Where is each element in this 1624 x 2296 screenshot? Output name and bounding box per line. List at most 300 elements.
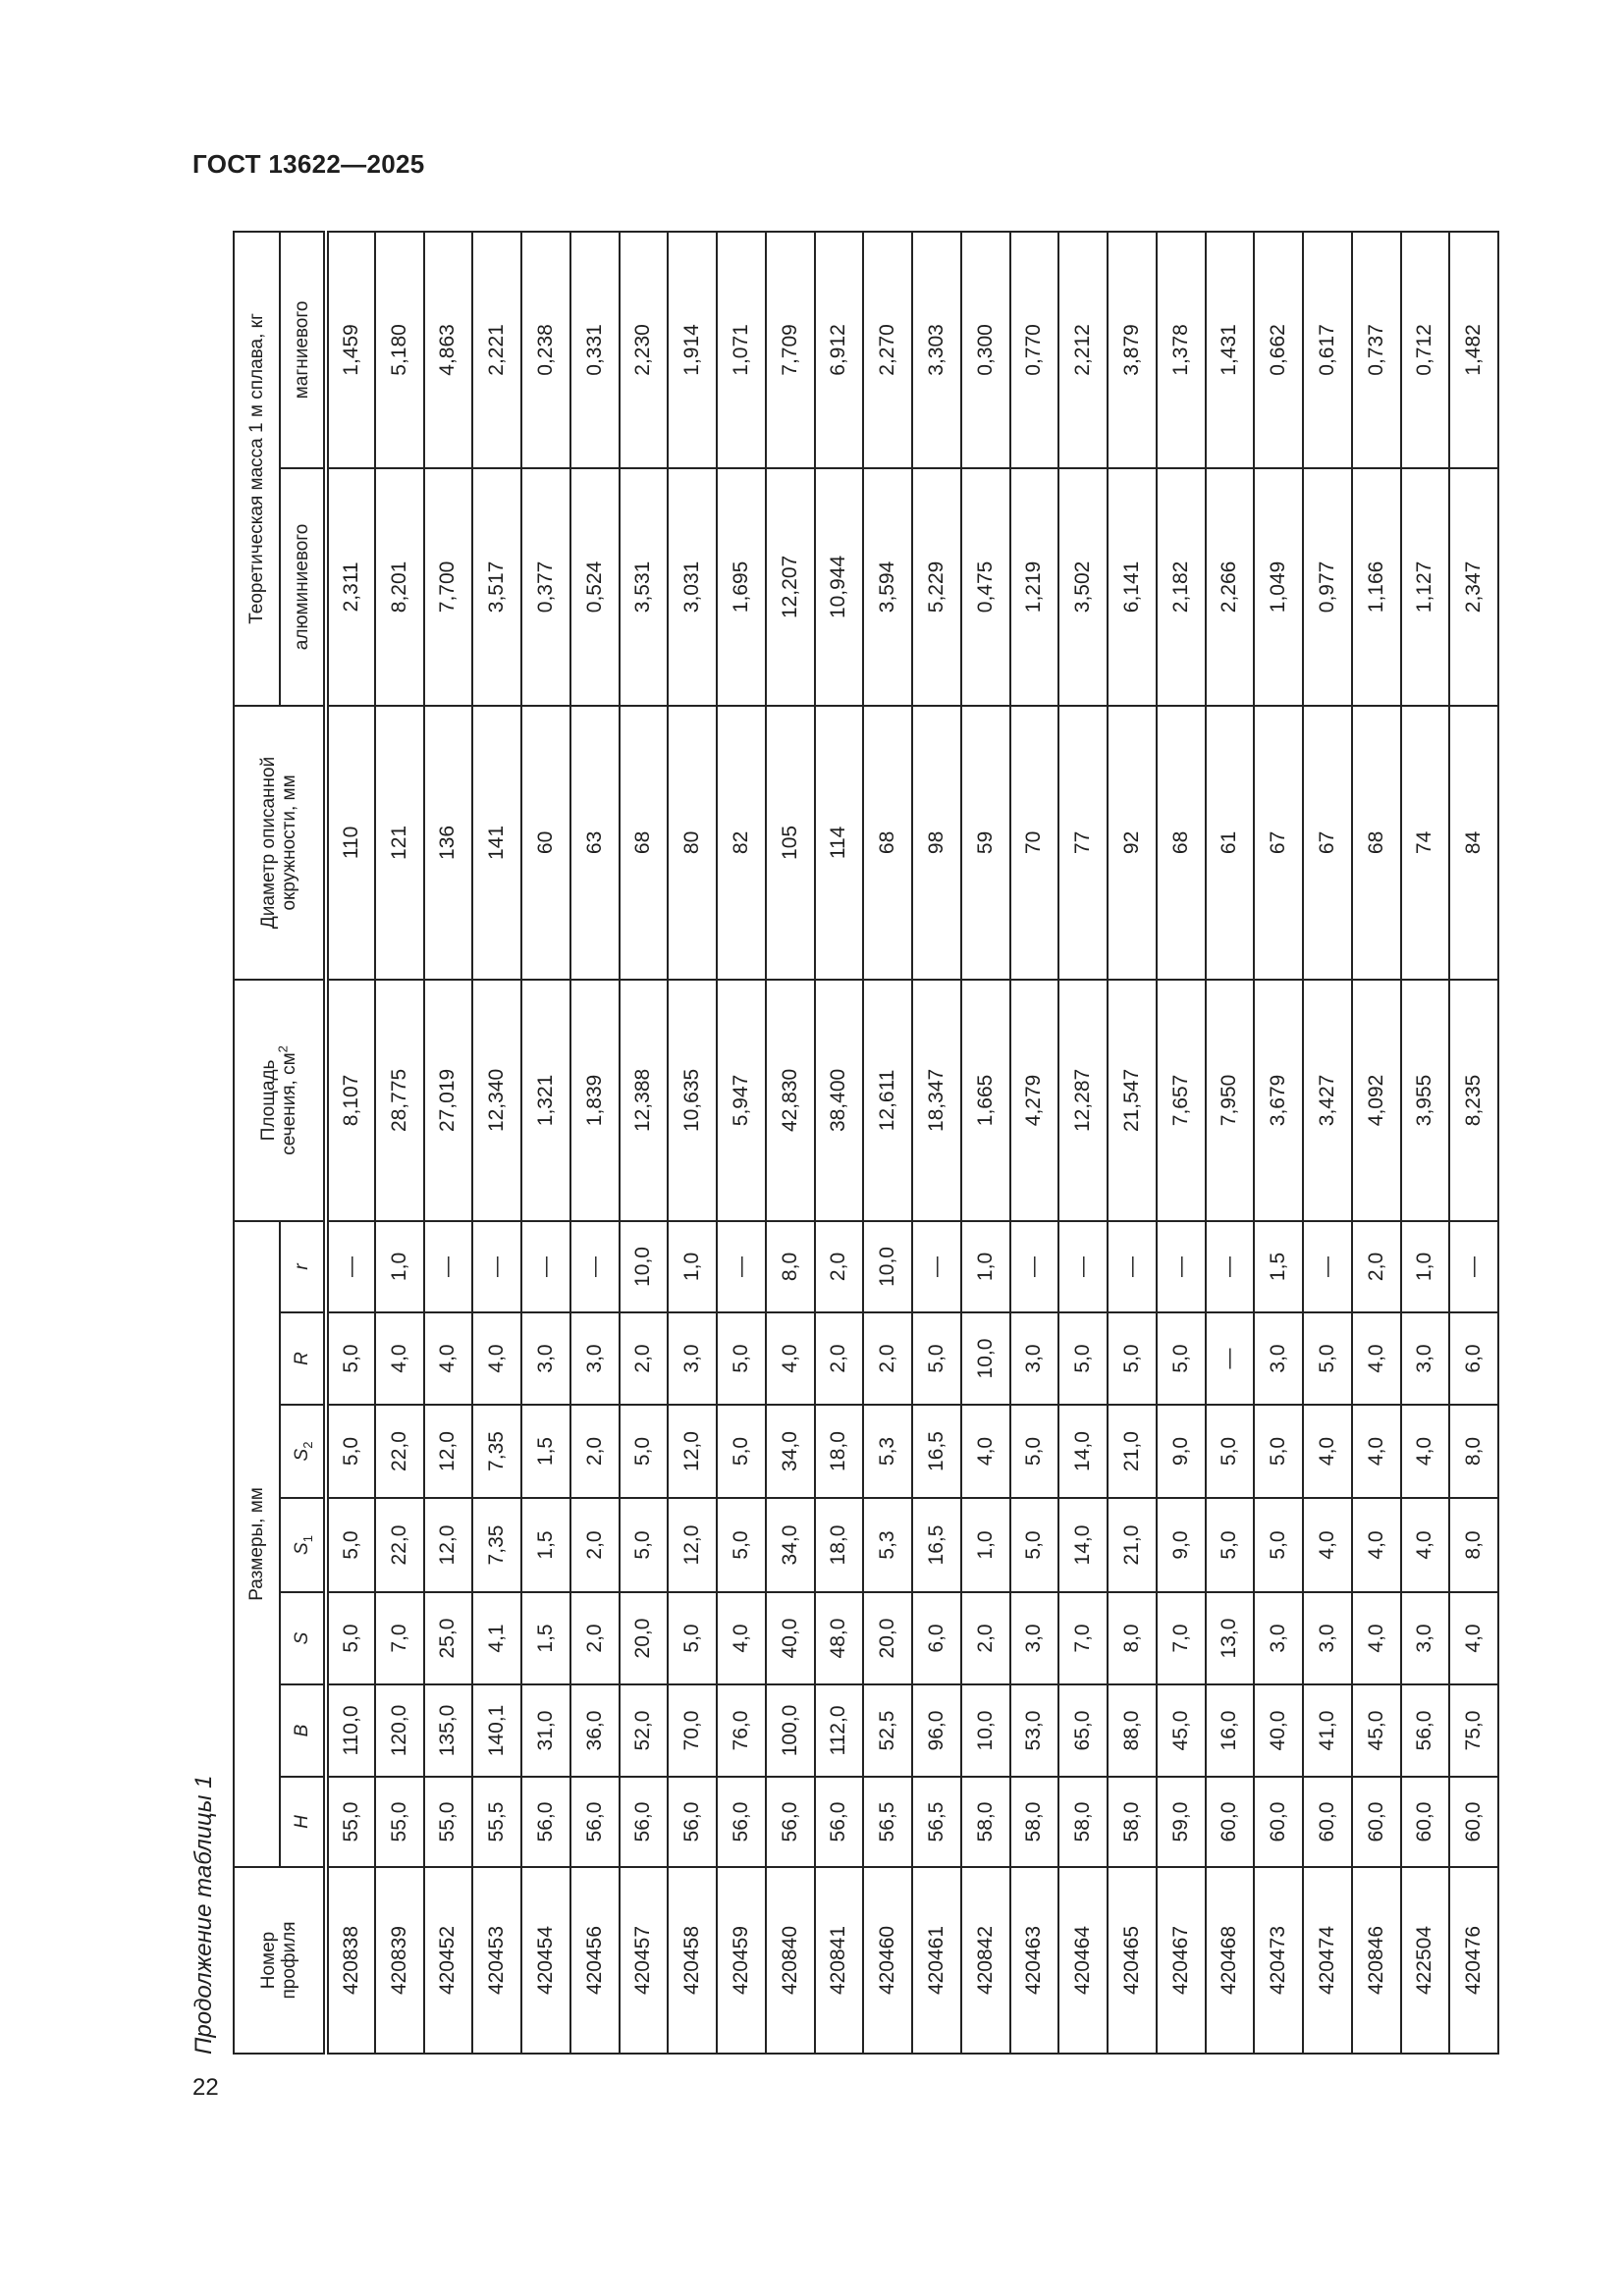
table-row: [1010, 232, 1059, 2054]
cell-h: 58,0: [1010, 1777, 1059, 1867]
cell-profile-number: 420458: [668, 1867, 717, 2054]
header-diameter: Диаметр описанной окружности, мм: [234, 706, 326, 980]
cell-small-r: —: [521, 1221, 570, 1312]
cell-area: 27,019: [424, 980, 473, 1221]
cell-s: 25,0: [424, 1592, 473, 1684]
cell-small-r: 2,0: [815, 1221, 864, 1312]
cell-s1: 8,0: [1449, 1498, 1498, 1592]
cell-s2: 5,0: [1206, 1405, 1255, 1498]
cell-small-r: —: [472, 1221, 521, 1312]
cell-mass-magnesium: 0,300: [961, 232, 1010, 468]
cell-diameter: 59: [961, 706, 1010, 980]
cell-diameter: 114: [815, 706, 864, 980]
cell-profile-number: 420457: [620, 1867, 669, 2054]
cell-s2: 14,0: [1058, 1405, 1108, 1498]
cell-mass-aluminum: 6,141: [1108, 468, 1157, 706]
cell-s1: 9,0: [1157, 1498, 1206, 1592]
table-row: [472, 232, 521, 2054]
cell-profile-number: 420464: [1058, 1867, 1108, 2054]
cell-s1: 4,0: [1303, 1498, 1352, 1592]
cell-mass-magnesium: 2,230: [620, 232, 669, 468]
cell-area: 4,279: [1010, 980, 1059, 1221]
header-profile-number: Номер профиля: [234, 1867, 326, 2054]
cell-s1: 22,0: [375, 1498, 424, 1592]
header-big-r: R: [280, 1312, 326, 1405]
cell-small-r: —: [1108, 1221, 1157, 1312]
cell-s2: 5,3: [863, 1405, 912, 1498]
cell-diameter: 68: [863, 706, 912, 980]
cell-s1: 34,0: [766, 1498, 815, 1592]
cell-mass-aluminum: 12,207: [766, 468, 815, 706]
cell-b: 76,0: [717, 1684, 766, 1777]
cell-small-r: —: [1058, 1221, 1108, 1312]
cell-s: 2,0: [961, 1592, 1010, 1684]
cell-mass-magnesium: 5,180: [375, 232, 424, 468]
cell-s: 20,0: [620, 1592, 669, 1684]
cell-area: 28,775: [375, 980, 424, 1221]
cell-small-r: —: [1303, 1221, 1352, 1312]
cell-s2: 12,0: [424, 1405, 473, 1498]
cell-diameter: 70: [1010, 706, 1059, 980]
cell-diameter: 110: [326, 706, 375, 980]
cell-s: 1,5: [521, 1592, 570, 1684]
cell-s: 4,1: [472, 1592, 521, 1684]
table-row: [815, 232, 864, 2054]
cell-s: 13,0: [1206, 1592, 1255, 1684]
cell-small-r: —: [1206, 1221, 1255, 1312]
cell-area: 42,830: [766, 980, 815, 1221]
cell-big-r: 3,0: [668, 1312, 717, 1405]
cell-mass-magnesium: 0,238: [521, 232, 570, 468]
cell-area: 8,235: [1449, 980, 1498, 1221]
cell-mass-aluminum: 2,182: [1157, 468, 1206, 706]
cell-big-r: 6,0: [1449, 1312, 1498, 1405]
cell-small-r: 1,0: [1401, 1221, 1450, 1312]
table-row: [1449, 232, 1498, 2054]
cell-profile-number: 420467: [1157, 1867, 1206, 2054]
cell-s1: 12,0: [424, 1498, 473, 1592]
table-row: [570, 232, 620, 2054]
cell-small-r: 1,0: [668, 1221, 717, 1312]
cell-mass-aluminum: 3,031: [668, 468, 717, 706]
cell-s: 7,0: [1157, 1592, 1206, 1684]
cell-s2: 4,0: [1303, 1405, 1352, 1498]
header-area-label: Площадь сечения, см: [258, 1052, 299, 1155]
table-row: [1254, 232, 1303, 2054]
cell-small-r: —: [326, 1221, 375, 1312]
cell-mass-magnesium: 1,459: [326, 232, 375, 468]
cell-mass-magnesium: 0,331: [570, 232, 620, 468]
cell-diameter: 141: [472, 706, 521, 980]
cell-mass-aluminum: 1,219: [1010, 468, 1059, 706]
cell-small-r: 10,0: [620, 1221, 669, 1312]
cell-mass-aluminum: 2,347: [1449, 468, 1498, 706]
cell-mass-aluminum: 10,944: [815, 468, 864, 706]
cell-diameter: 74: [1401, 706, 1450, 980]
cell-s1: 5,0: [1206, 1498, 1255, 1592]
cell-h: 60,0: [1401, 1777, 1450, 1867]
profiles-table: [233, 231, 1499, 2055]
cell-h: 58,0: [1108, 1777, 1157, 1867]
cell-profile-number: 420460: [863, 1867, 912, 2054]
cell-mass-magnesium: 3,303: [912, 232, 961, 468]
cell-s2: 12,0: [668, 1405, 717, 1498]
cell-big-r: 4,0: [424, 1312, 473, 1405]
cell-s2: 5,0: [1010, 1405, 1059, 1498]
cell-diameter: 82: [717, 706, 766, 980]
cell-s1: 2,0: [570, 1498, 620, 1592]
cell-h: 56,0: [620, 1777, 669, 1867]
cell-s: 7,0: [375, 1592, 424, 1684]
cell-s: 4,0: [717, 1592, 766, 1684]
cell-mass-aluminum: 3,517: [472, 468, 521, 706]
cell-profile-number: 420463: [1010, 1867, 1059, 2054]
cell-h: 56,0: [668, 1777, 717, 1867]
cell-b: 45,0: [1157, 1684, 1206, 1777]
cell-s2: 7,35: [472, 1405, 521, 1498]
cell-mass-magnesium: 0,662: [1254, 232, 1303, 468]
table-row: [375, 232, 424, 2054]
cell-s: 20,0: [863, 1592, 912, 1684]
cell-big-r: 3,0: [1401, 1312, 1450, 1405]
cell-s2: 1,5: [521, 1405, 570, 1498]
cell-profile-number: 420838: [326, 1867, 375, 2054]
table-row: [961, 232, 1010, 2054]
cell-h: 56,0: [521, 1777, 570, 1867]
cell-h: 56,0: [766, 1777, 815, 1867]
cell-profile-number: 420456: [570, 1867, 620, 2054]
cell-b: 45,0: [1352, 1684, 1401, 1777]
header-s: S: [280, 1592, 326, 1684]
table-row: [766, 232, 815, 2054]
cell-diameter: 67: [1303, 706, 1352, 980]
cell-b: 75,0: [1449, 1684, 1498, 1777]
table-row: [1108, 232, 1157, 2054]
cell-small-r: 2,0: [1352, 1221, 1401, 1312]
cell-small-r: —: [1449, 1221, 1498, 1312]
table-row: [1352, 232, 1401, 2054]
cell-mass-magnesium: 7,709: [766, 232, 815, 468]
cell-area: 38,400: [815, 980, 864, 1221]
cell-s1: 18,0: [815, 1498, 864, 1592]
cell-diameter: 80: [668, 706, 717, 980]
table-row: [326, 232, 375, 2054]
cell-s2: 18,0: [815, 1405, 864, 1498]
table-row: [1303, 232, 1352, 2054]
cell-area: 1,839: [570, 980, 620, 1221]
cell-small-r: —: [717, 1221, 766, 1312]
cell-b: 16,0: [1206, 1684, 1255, 1777]
cell-profile-number: 420468: [1206, 1867, 1255, 2054]
cell-mass-magnesium: 2,212: [1058, 232, 1108, 468]
cell-s: 4,0: [1449, 1592, 1498, 1684]
cell-s1: 12,0: [668, 1498, 717, 1592]
cell-s: 2,0: [570, 1592, 620, 1684]
cell-mass-aluminum: 2,266: [1206, 468, 1255, 706]
cell-h: 55,5: [472, 1777, 521, 1867]
table-row: [717, 232, 766, 2054]
cell-h: 56,0: [570, 1777, 620, 1867]
cell-small-r: —: [1010, 1221, 1059, 1312]
cell-big-r: 3,0: [521, 1312, 570, 1405]
table-header: [234, 232, 326, 2054]
header-area: [234, 980, 326, 1221]
cell-diameter: 63: [570, 706, 620, 980]
cell-b: 65,0: [1058, 1684, 1108, 1777]
cell-profile-number: 420473: [1254, 1867, 1303, 2054]
header-s2-label: S: [292, 1448, 312, 1462]
table-row: [620, 232, 669, 2054]
cell-b: 40,0: [1254, 1684, 1303, 1777]
table-row: [1058, 232, 1108, 2054]
cell-big-r: 4,0: [472, 1312, 521, 1405]
cell-h: 58,0: [961, 1777, 1010, 1867]
cell-big-r: 5,0: [1157, 1312, 1206, 1405]
cell-b: 112,0: [815, 1684, 864, 1777]
cell-big-r: 5,0: [912, 1312, 961, 1405]
header-s2: [280, 1405, 326, 1498]
cell-big-r: 5,0: [1303, 1312, 1352, 1405]
cell-b: 56,0: [1401, 1684, 1450, 1777]
cell-h: 60,0: [1449, 1777, 1498, 1867]
cell-area: 5,947: [717, 980, 766, 1221]
cell-mass-magnesium: 2,270: [863, 232, 912, 468]
cell-s1: 5,0: [1010, 1498, 1059, 1592]
cell-profile-number: 420840: [766, 1867, 815, 2054]
cell-diameter: 105: [766, 706, 815, 980]
cell-area: 12,388: [620, 980, 669, 1221]
cell-s2: 9,0: [1157, 1405, 1206, 1498]
cell-mass-magnesium: 0,770: [1010, 232, 1059, 468]
cell-mass-aluminum: 1,166: [1352, 468, 1401, 706]
cell-profile-number: 420454: [521, 1867, 570, 2054]
table-row: [521, 232, 570, 2054]
cell-mass-magnesium: 3,879: [1108, 232, 1157, 468]
header-s2-sub: 2: [299, 1441, 315, 1449]
header-magnesium: магниевого: [280, 232, 326, 468]
cell-s: 40,0: [766, 1592, 815, 1684]
table-row: [424, 232, 473, 2054]
cell-h: 60,0: [1206, 1777, 1255, 1867]
cell-small-r: —: [424, 1221, 473, 1312]
cell-small-r: 8,0: [766, 1221, 815, 1312]
cell-big-r: 2,0: [620, 1312, 669, 1405]
cell-s1: 4,0: [1401, 1498, 1450, 1592]
cell-diameter: 121: [375, 706, 424, 980]
cell-s2: 8,0: [1449, 1405, 1498, 1498]
cell-h: 55,0: [375, 1777, 424, 1867]
cell-h: 55,0: [424, 1777, 473, 1867]
cell-b: 52,0: [620, 1684, 669, 1777]
cell-mass-aluminum: 1,127: [1401, 468, 1450, 706]
cell-mass-magnesium: 0,737: [1352, 232, 1401, 468]
cell-s1: 5,0: [717, 1498, 766, 1592]
cell-big-r: 5,0: [1058, 1312, 1108, 1405]
cell-s: 7,0: [1058, 1592, 1108, 1684]
cell-area: 1,321: [521, 980, 570, 1221]
cell-b: 88,0: [1108, 1684, 1157, 1777]
cell-mass-magnesium: 1,482: [1449, 232, 1498, 468]
cell-area: 4,092: [1352, 980, 1401, 1221]
cell-h: 56,0: [815, 1777, 864, 1867]
cell-big-r: 4,0: [1352, 1312, 1401, 1405]
cell-s: 5,0: [668, 1592, 717, 1684]
cell-b: 120,0: [375, 1684, 424, 1777]
header-h: H: [280, 1777, 326, 1867]
cell-mass-magnesium: 2,221: [472, 232, 521, 468]
header-area-sup: 2: [275, 1045, 291, 1053]
cell-s: 48,0: [815, 1592, 864, 1684]
cell-s1: 5,0: [620, 1498, 669, 1592]
cell-s2: 22,0: [375, 1405, 424, 1498]
cell-area: 12,340: [472, 980, 521, 1221]
cell-area: 21,547: [1108, 980, 1157, 1221]
cell-mass-magnesium: 1,914: [668, 232, 717, 468]
cell-b: 96,0: [912, 1684, 961, 1777]
cell-s1: 14,0: [1058, 1498, 1108, 1592]
cell-mass-aluminum: 3,594: [863, 468, 912, 706]
cell-profile-number: 420465: [1108, 1867, 1157, 2054]
cell-s2: 4,0: [1352, 1405, 1401, 1498]
header-s1-sub: 1: [299, 1535, 315, 1543]
cell-s2: 16,5: [912, 1405, 961, 1498]
cell-h: 56,5: [912, 1777, 961, 1867]
header-s1-label: S: [292, 1542, 312, 1555]
table-container: [233, 233, 1499, 2055]
header-small-r: r: [280, 1221, 326, 1312]
cell-diameter: 77: [1058, 706, 1108, 980]
cell-profile-number: 420452: [424, 1867, 473, 2054]
cell-area: 1,665: [961, 980, 1010, 1221]
cell-mass-aluminum: 3,502: [1058, 468, 1108, 706]
cell-profile-number: 420841: [815, 1867, 864, 2054]
table-body: [326, 232, 1498, 2054]
header-mass-group: Теоретическая масса 1 м сплава, кг: [234, 232, 280, 706]
cell-profile-number: 420839: [375, 1867, 424, 2054]
table-row: [863, 232, 912, 2054]
cell-big-r: 4,0: [375, 1312, 424, 1405]
cell-small-r: 1,5: [1254, 1221, 1303, 1312]
cell-big-r: 5,0: [326, 1312, 375, 1405]
header-dimensions-group: Размеры, мм: [234, 1221, 280, 1867]
cell-area: 3,679: [1254, 980, 1303, 1221]
cell-diameter: 60: [521, 706, 570, 980]
cell-mass-aluminum: 7,700: [424, 468, 473, 706]
cell-s2: 5,0: [620, 1405, 669, 1498]
cell-small-r: —: [912, 1221, 961, 1312]
cell-h: 60,0: [1254, 1777, 1303, 1867]
cell-s2: 2,0: [570, 1405, 620, 1498]
cell-h: 56,0: [717, 1777, 766, 1867]
cell-s: 3,0: [1010, 1592, 1059, 1684]
cell-b: 140,1: [472, 1684, 521, 1777]
cell-area: 3,955: [1401, 980, 1450, 1221]
cell-profile-number: 420842: [961, 1867, 1010, 2054]
cell-s2: 21,0: [1108, 1405, 1157, 1498]
cell-h: 60,0: [1303, 1777, 1352, 1867]
cell-s2: 5,0: [717, 1405, 766, 1498]
cell-mass-aluminum: 5,229: [912, 468, 961, 706]
cell-big-r: 5,0: [1108, 1312, 1157, 1405]
cell-profile-number: 420461: [912, 1867, 961, 2054]
cell-big-r: 4,0: [766, 1312, 815, 1405]
cell-s: 8,0: [1108, 1592, 1157, 1684]
page-number: 22: [192, 2074, 219, 2101]
cell-area: 18,347: [912, 980, 961, 1221]
cell-mass-aluminum: 1,049: [1254, 468, 1303, 706]
cell-h: 59,0: [1157, 1777, 1206, 1867]
table-caption: Продолжение таблицы 1: [190, 1775, 217, 2055]
cell-mass-aluminum: 8,201: [375, 468, 424, 706]
cell-mass-aluminum: 0,977: [1303, 468, 1352, 706]
cell-mass-magnesium: 0,712: [1401, 232, 1450, 468]
cell-b: 135,0: [424, 1684, 473, 1777]
cell-small-r: —: [1157, 1221, 1206, 1312]
table-row: [668, 232, 717, 2054]
cell-s1: 21,0: [1108, 1498, 1157, 1592]
table-row: [1157, 232, 1206, 2054]
cell-mass-aluminum: 0,377: [521, 468, 570, 706]
cell-s1: 5,0: [326, 1498, 375, 1592]
cell-b: 41,0: [1303, 1684, 1352, 1777]
cell-big-r: 3,0: [570, 1312, 620, 1405]
cell-mass-magnesium: 0,617: [1303, 232, 1352, 468]
cell-area: 10,635: [668, 980, 717, 1221]
cell-profile-number: 420846: [1352, 1867, 1401, 2054]
cell-diameter: 68: [1157, 706, 1206, 980]
cell-small-r: —: [570, 1221, 620, 1312]
table-row: [912, 232, 961, 2054]
cell-mass-aluminum: 1,695: [717, 468, 766, 706]
cell-mass-aluminum: 3,531: [620, 468, 669, 706]
cell-s2: 5,0: [326, 1405, 375, 1498]
cell-diameter: 136: [424, 706, 473, 980]
cell-b: 10,0: [961, 1684, 1010, 1777]
cell-mass-magnesium: 4,863: [424, 232, 473, 468]
cell-small-r: 10,0: [863, 1221, 912, 1312]
cell-area: 12,611: [863, 980, 912, 1221]
cell-mass-aluminum: 0,475: [961, 468, 1010, 706]
cell-big-r: 10,0: [961, 1312, 1010, 1405]
cell-area: 7,950: [1206, 980, 1255, 1221]
cell-s: 3,0: [1254, 1592, 1303, 1684]
cell-diameter: 84: [1449, 706, 1498, 980]
cell-s2: 4,0: [1401, 1405, 1450, 1498]
cell-small-r: 1,0: [961, 1221, 1010, 1312]
cell-s1: 7,35: [472, 1498, 521, 1592]
cell-s: 5,0: [326, 1592, 375, 1684]
cell-profile-number: 420459: [717, 1867, 766, 2054]
cell-s: 3,0: [1303, 1592, 1352, 1684]
cell-s1: 4,0: [1352, 1498, 1401, 1592]
cell-s2: 4,0: [961, 1405, 1010, 1498]
cell-diameter: 67: [1254, 706, 1303, 980]
cell-s1: 1,5: [521, 1498, 570, 1592]
cell-b: 53,0: [1010, 1684, 1059, 1777]
cell-area: 12,287: [1058, 980, 1108, 1221]
cell-small-r: 1,0: [375, 1221, 424, 1312]
cell-b: 110,0: [326, 1684, 375, 1777]
cell-diameter: 68: [1352, 706, 1401, 980]
cell-diameter: 98: [912, 706, 961, 980]
table-row: [1206, 232, 1255, 2054]
cell-area: 8,107: [326, 980, 375, 1221]
cell-big-r: 3,0: [1010, 1312, 1059, 1405]
cell-big-r: 2,0: [815, 1312, 864, 1405]
cell-h: 56,5: [863, 1777, 912, 1867]
cell-s: 3,0: [1401, 1592, 1450, 1684]
cell-s2: 5,0: [1254, 1405, 1303, 1498]
